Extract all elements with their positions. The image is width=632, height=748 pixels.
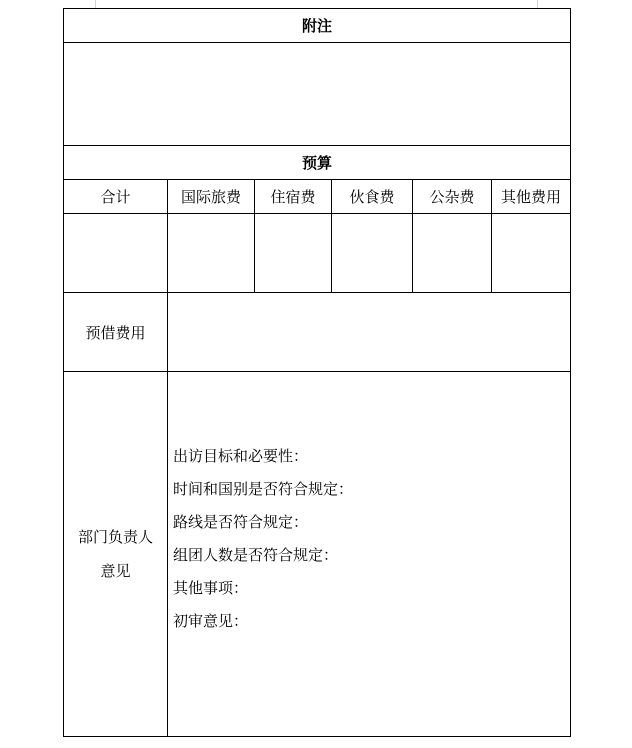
- opinion-item-route: 路线是否符合规定：: [173, 513, 309, 531]
- budget-title-row: [64, 146, 571, 180]
- budget-value-accommodation[interactable]: [255, 214, 332, 293]
- budget-header-other-expenses: 其他费用: [492, 180, 571, 214]
- budget-value-other-expenses[interactable]: [492, 214, 571, 293]
- budget-header-miscellaneous: 公杂费: [413, 180, 492, 214]
- opinion-row: [64, 372, 571, 737]
- advance-label: 预借费用: [64, 293, 168, 372]
- budget-header-row: [64, 180, 571, 214]
- budget-header-meals: 伙食费: [332, 180, 413, 214]
- opinion-item-time-country: 时间和国别是否符合规定：: [173, 480, 354, 498]
- opinion-item-preliminary-review: 初审意见：: [173, 612, 249, 630]
- opinion-content-cell[interactable]: [168, 372, 571, 737]
- notes-title: 附注: [64, 9, 571, 43]
- travel-application-form: [63, 8, 571, 737]
- budget-header-international-travel: 国际旅费: [168, 180, 255, 214]
- notes-title-row: [64, 9, 571, 43]
- advance-value-cell[interactable]: [168, 293, 571, 372]
- budget-header-accommodation: 住宿费: [255, 180, 332, 214]
- budget-header-total: 合计: [64, 180, 168, 214]
- opinion-label-line1: 部门负责人: [77, 528, 153, 546]
- opinion-item-objective: 出访目标和必要性：: [173, 447, 309, 465]
- budget-values-row: [64, 214, 571, 293]
- opinion-item-group-size: 组团人数是否符合规定：: [173, 546, 339, 564]
- budget-value-international-travel[interactable]: [168, 214, 255, 293]
- budget-value-meals[interactable]: [332, 214, 413, 293]
- notes-content-row: [64, 43, 571, 146]
- budget-value-miscellaneous[interactable]: [413, 214, 492, 293]
- page-edge-right: [537, 0, 538, 8]
- budget-title: 预算: [64, 146, 571, 180]
- opinion-label-line2: 意见: [100, 562, 131, 580]
- opinion-label: [64, 372, 168, 737]
- opinion-item-other-matters: 其他事项：: [173, 579, 249, 597]
- page-edge-left: [95, 0, 96, 8]
- budget-value-total[interactable]: [64, 214, 168, 293]
- notes-content-cell[interactable]: [64, 43, 571, 146]
- advance-row: [64, 293, 571, 372]
